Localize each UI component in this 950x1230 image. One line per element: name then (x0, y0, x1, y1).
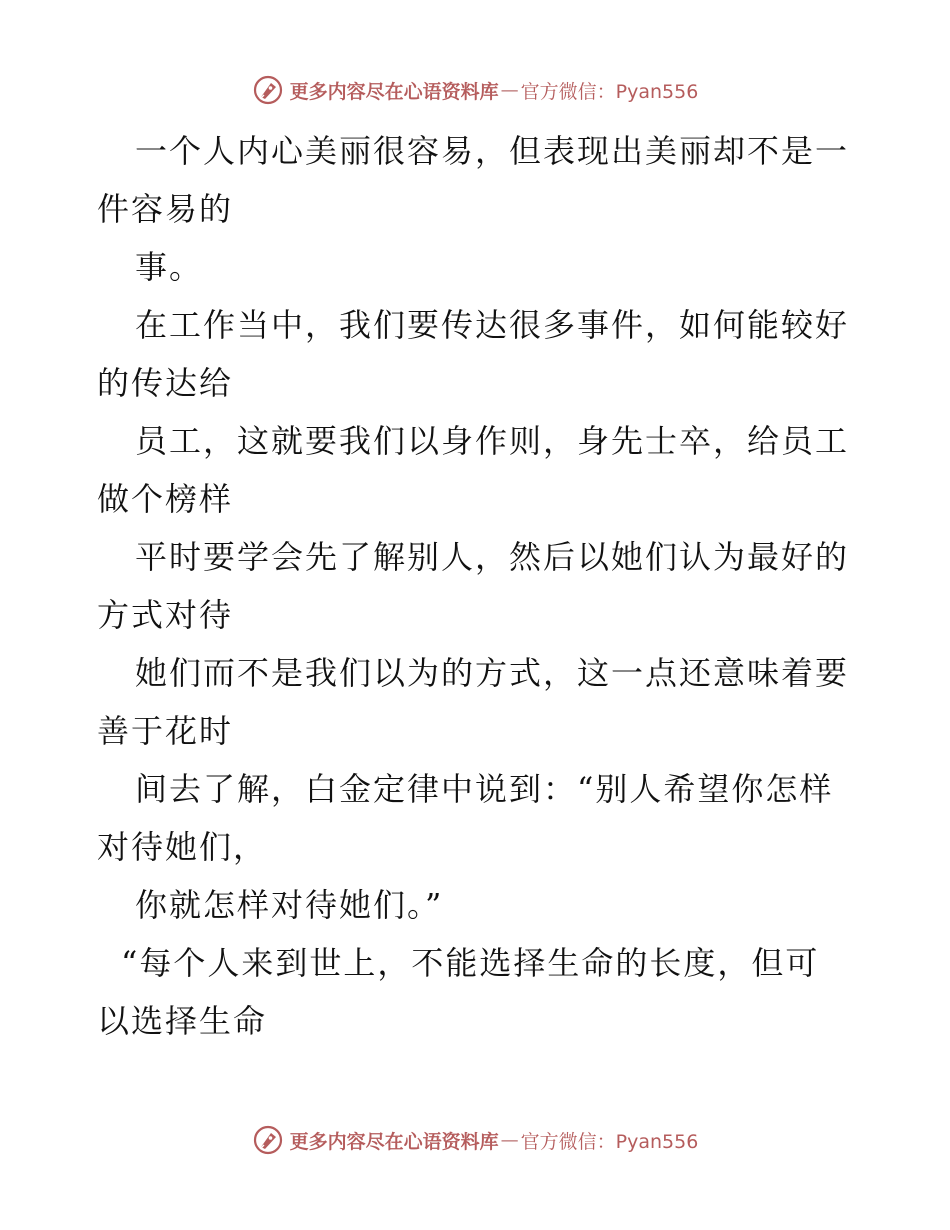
body-line: 平时要学会先了解别人，然后以她们认为最好的 (135, 538, 850, 576)
footer-banner (0, 1120, 950, 1160)
body-line: “每个人来到世上，不能选择生命的长度，但可 (121, 944, 820, 982)
body-line: 一个人内心美丽很容易，但表现出美丽却不是一 (135, 132, 850, 170)
header-banner (0, 70, 950, 110)
body-line: 间去了解，白金定律中说到：“别人希望你怎样 (135, 770, 834, 808)
body-line: 做个榜样 (97, 480, 234, 518)
body-line: 员工，这就要我们以身作则，身先士卒，给员工 (135, 422, 850, 460)
body-line: 善于花时 (97, 712, 234, 750)
document-body (97, 122, 857, 1050)
body-line: 以选择生命 (97, 1002, 268, 1040)
banner-site-name: 更多内容尽在心语资料库 (289, 80, 499, 103)
body-line: 对待她们， (97, 828, 268, 866)
body-line: 你就怎样对待她们。” (135, 886, 444, 924)
banner-site-name: 更多内容尽在心语资料库 (289, 1130, 499, 1153)
body-line: 在工作当中，我们要传达很多事件，如何能较好 (135, 306, 850, 344)
banner-wechat-id: 官方微信：Pyan556 (520, 80, 699, 103)
body-line: 事。 (135, 248, 204, 286)
body-line: 的传达给 (97, 364, 234, 402)
body-line: 件容易的 (97, 190, 234, 228)
body-line: 她们而不是我们以为的方式，这一点还意味着要 (135, 654, 850, 692)
body-line: 方式对待 (97, 596, 234, 634)
banner-separator: — (500, 1129, 519, 1151)
banner-wechat-id: 官方微信：Pyan556 (520, 1130, 699, 1153)
banner-separator: — (500, 79, 519, 101)
pen-nib-logo-icon (252, 1124, 284, 1156)
pen-nib-logo-icon (252, 74, 284, 106)
